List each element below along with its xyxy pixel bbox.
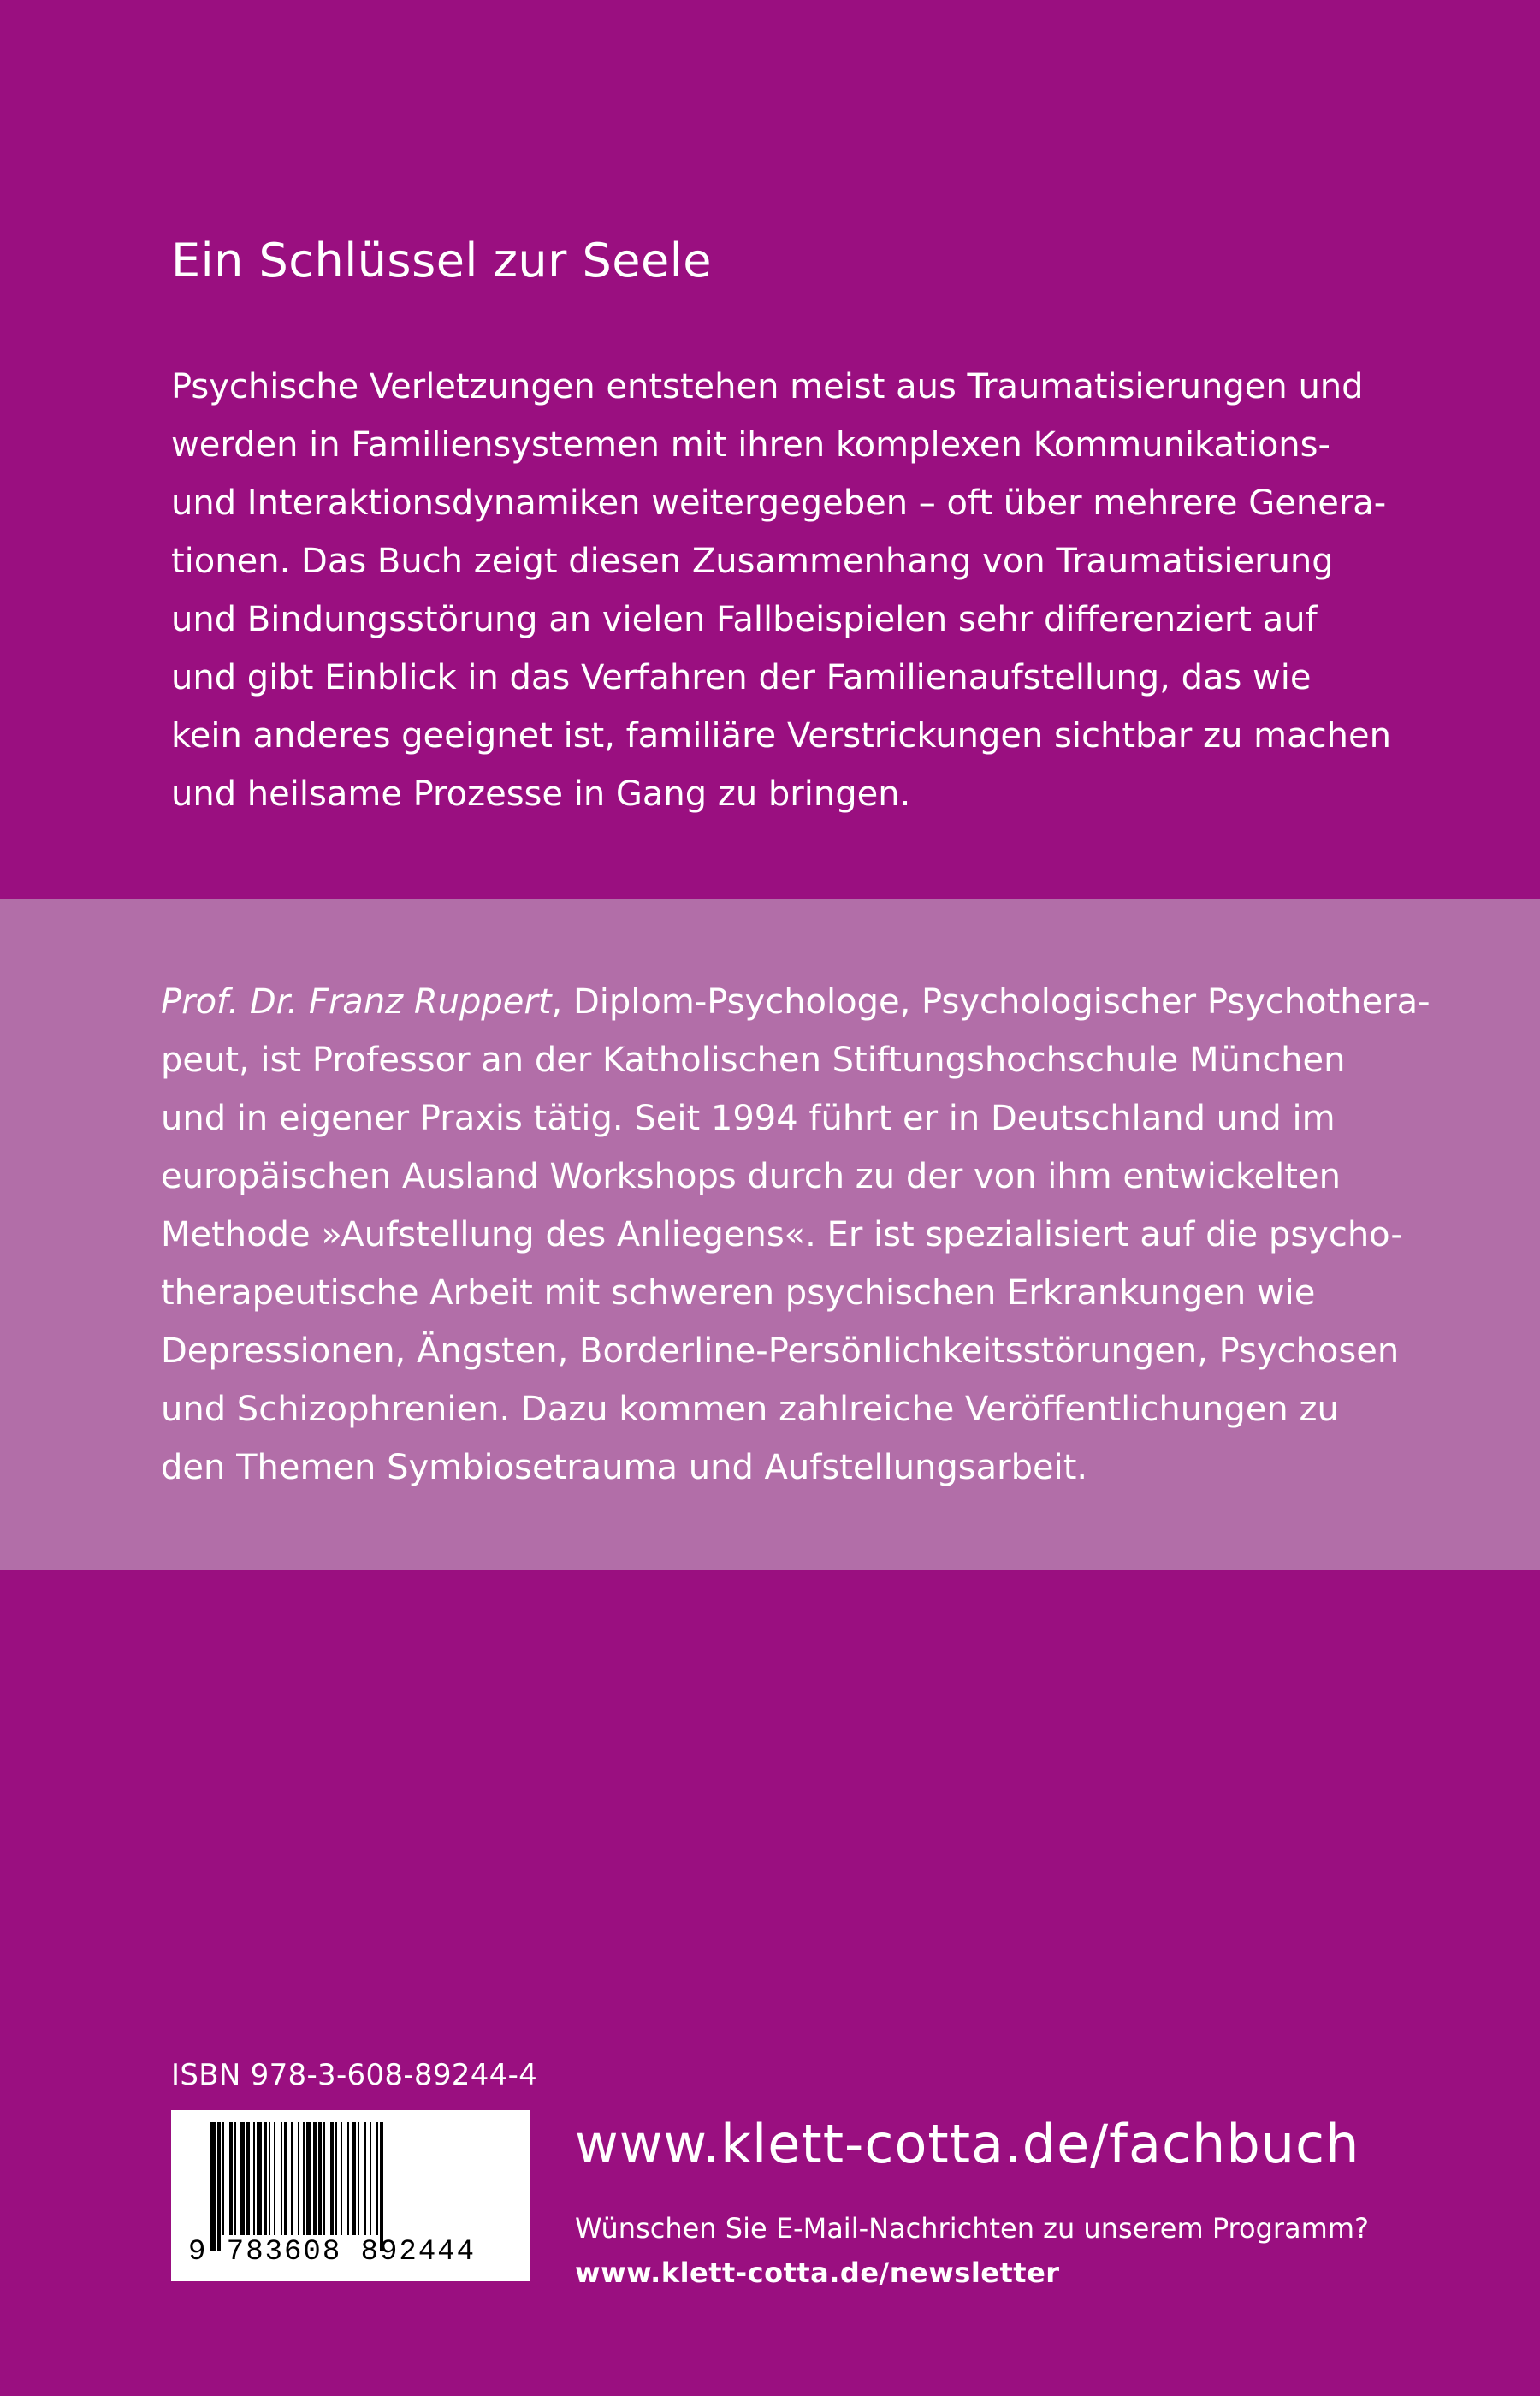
blurb-line: und Bindungsstörung an vielen Fallbeispielen sehr differenziert auf: [171, 600, 1318, 639]
barcode: [171, 2110, 530, 2281]
blurb-line: werden in Familiensystemen mit ihren komplexen Kommunikations-: [171, 425, 1330, 465]
barcode-stripe: [269, 2122, 270, 2235]
author-bio: [161, 973, 1430, 1497]
barcode-stripe: [264, 2122, 267, 2235]
barcode-stripe: [380, 2122, 383, 2251]
barcode-stripe: [257, 2122, 262, 2235]
website-link[interactable]: www.klett-cotta.de/fachbuch: [575, 2113, 1360, 2175]
author-name: Prof. Dr. Franz Ruppert: [161, 982, 552, 1022]
barcode-stripe: [313, 2122, 317, 2235]
blurb-line: Psychische Verletzungen entstehen meist aus Traumatisierungen und: [171, 367, 1364, 406]
barcode-stripe: [335, 2122, 337, 2235]
headline: Ein Schlüssel zur Seele: [171, 234, 712, 288]
bio-line: europäischen Ausland Workshops durch zu der von ihm entwickelten: [161, 1157, 1341, 1196]
barcode-stripe: [246, 2122, 250, 2235]
barcode-stripe: [364, 2122, 366, 2235]
isbn-label: ISBN 978-3-608-89244-4: [171, 2058, 538, 2092]
bio-line: peut, ist Professor an der Katholischen Stiftungshochschule München: [161, 1041, 1346, 1080]
newsletter-question: Wünschen Sie E-Mail-Nachrichten zu unserem Programm?: [575, 2212, 1369, 2245]
barcode-stripe: [352, 2122, 356, 2235]
newsletter-link[interactable]: www.klett-cotta.de/newsletter: [575, 2257, 1060, 2289]
blurb-text: [171, 358, 1403, 823]
barcode-stripe: [358, 2122, 359, 2235]
barcode-stripe: [376, 2122, 378, 2235]
bio-line: Methode »Aufstellung des Anliegens«. Er ist spezialisiert auf die psycho-: [161, 1215, 1403, 1254]
barcode-stripe: [274, 2122, 275, 2235]
barcode-stripe: [281, 2122, 282, 2235]
blurb-line: und gibt Einblick in das Verfahren der Familienaufstellung, das wie: [171, 658, 1312, 697]
bio-line: und in eigener Praxis tätig. Seit 1994 führt er in Deutschland und im: [161, 1099, 1336, 1138]
barcode-stripe: [303, 2122, 305, 2235]
barcode-stripe: [341, 2122, 342, 2235]
bio-line: den Themen Symbiosetrauma und Aufstellungsarbeit.: [161, 1448, 1088, 1487]
barcode-stripe: [229, 2122, 233, 2235]
barcode-stripe: [222, 2122, 224, 2235]
bio-line: therapeutische Arbeit mit schweren psychischen Erkrankungen wie: [161, 1273, 1316, 1313]
barcode-digits: 9 783608 892444: [188, 2236, 477, 2268]
barcode-stripe: [234, 2122, 236, 2235]
blurb-line: kein anderes geeignet ist, familiäre Verstrickungen sichtbar zu machen: [171, 716, 1391, 756]
bio-line: Depressionen, Ängsten, Borderline-Persönlichkeitsstörungen, Psychosen: [161, 1331, 1400, 1371]
barcode-stripe: [217, 2122, 221, 2251]
barcode-stripe: [330, 2122, 334, 2235]
barcode-stripe: [318, 2122, 322, 2235]
bio-first-line-rest: , Diplom-Psychologe, Psychologischer Psychothera-: [551, 982, 1430, 1022]
bio-line: und Schizophrenien. Dazu kommen zahlreiche Veröffentlichungen zu: [161, 1390, 1339, 1429]
barcode-stripe: [240, 2122, 245, 2235]
barcode-stripe: [291, 2122, 293, 2235]
bio-line: [161, 973, 1430, 1031]
barcode-stripe: [253, 2122, 255, 2235]
barcode-stripe: [347, 2122, 349, 2235]
barcode-stripe: [298, 2122, 299, 2235]
barcode-stripe: [323, 2122, 325, 2235]
barcode-stripe: [284, 2122, 287, 2235]
blurb-line: tionen. Das Buch zeigt diesen Zusammenhang von Traumatisierung: [171, 542, 1334, 581]
blurb-line: und Interaktionsdynamiken weitergegeben – oft über mehrere Genera-: [171, 483, 1387, 523]
barcode-stripe: [210, 2122, 216, 2251]
blurb-line: und heilsame Prozesse in Gang zu bringen.: [171, 774, 911, 814]
barcode-stripe: [370, 2122, 371, 2235]
barcode-stripe: [306, 2122, 311, 2235]
